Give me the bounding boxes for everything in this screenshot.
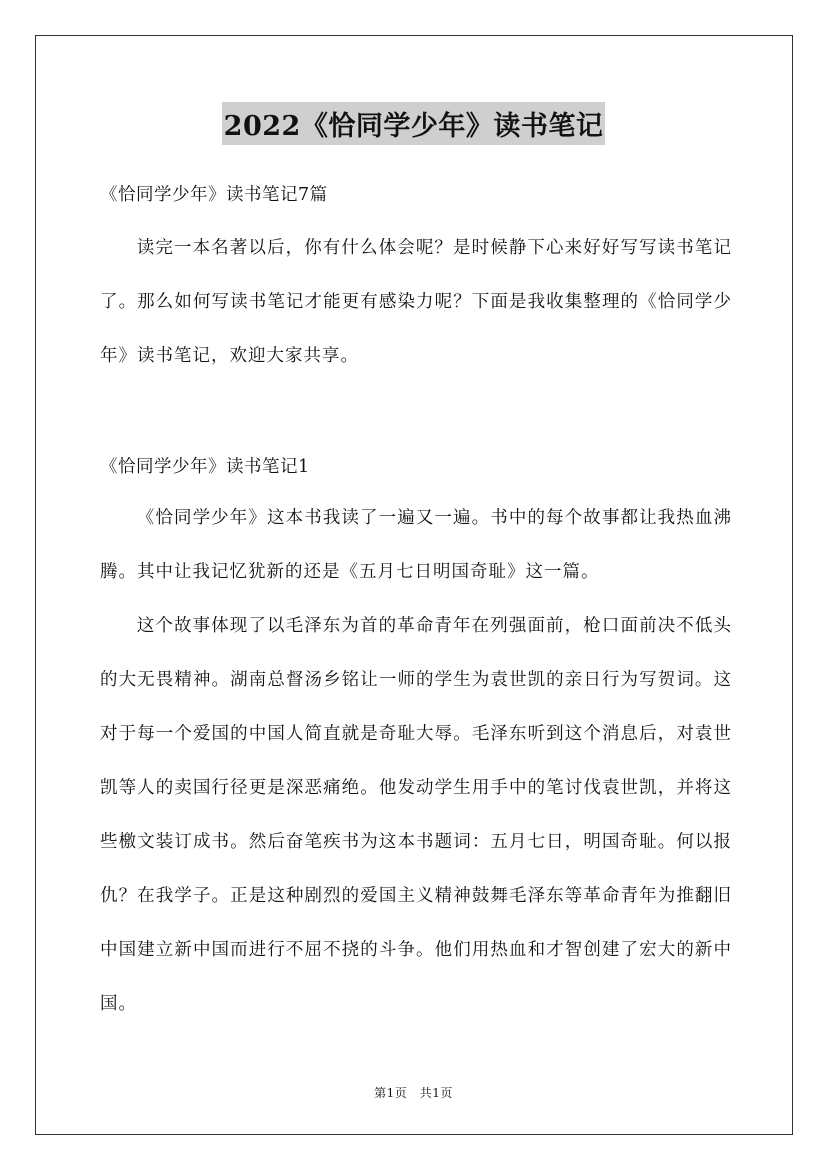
section-paragraph-1: 《恰同学少年》这本书我读了一遍又一遍。书中的每个故事都让我热血沸腾。其中让我记忆犹新的还是《五月七日明国奇耻》这一篇。: [100, 508, 732, 582]
title-block: [0, 102, 827, 145]
subtitle: 《恰同学少年》读书笔记7篇: [100, 185, 328, 205]
section-paragraph-2: 这个故事体现了以毛泽东为首的革命青年在列强面前，枪口面前决不低头的大无畏精神。湖南总督汤乡铭让一师的学生为袁世凯的亲日行为写贺词。这对于每一个爱国的中国人简直就是奇耻大辱。毛泽东听到这个消息后，对袁世凯等人的卖国行径更是深恶痛绝。他发动学生用手中的笔讨伐袁世凯，并将这些檄文装订成书。然后奋笔疾书为这本书题词：五月七日，明国奇耻。何以报仇？在我学子。正是这种剧烈的爱国主义精神鼓舞毛泽东等革命青年为推翻旧中国建立新中国而进行不屈不挠的斗争。他们用热血和才智创建了宏大的新中国。: [100, 616, 732, 1014]
intro-paragraph: 读完一本名著以后，你有什么体会呢？是时候静下心来好好写写读书笔记了。那么如何写读书笔记才能更有感染力呢？下面是我收集整理的《恰同学少年》读书笔记，欢迎大家共享。: [100, 238, 732, 366]
section-heading: 《恰同学少年》读书笔记1: [100, 457, 310, 477]
document-title: 2022《恰同学少年》读书笔记: [222, 102, 606, 145]
page-footer: 第1页 共1页: [374, 1086, 453, 1100]
